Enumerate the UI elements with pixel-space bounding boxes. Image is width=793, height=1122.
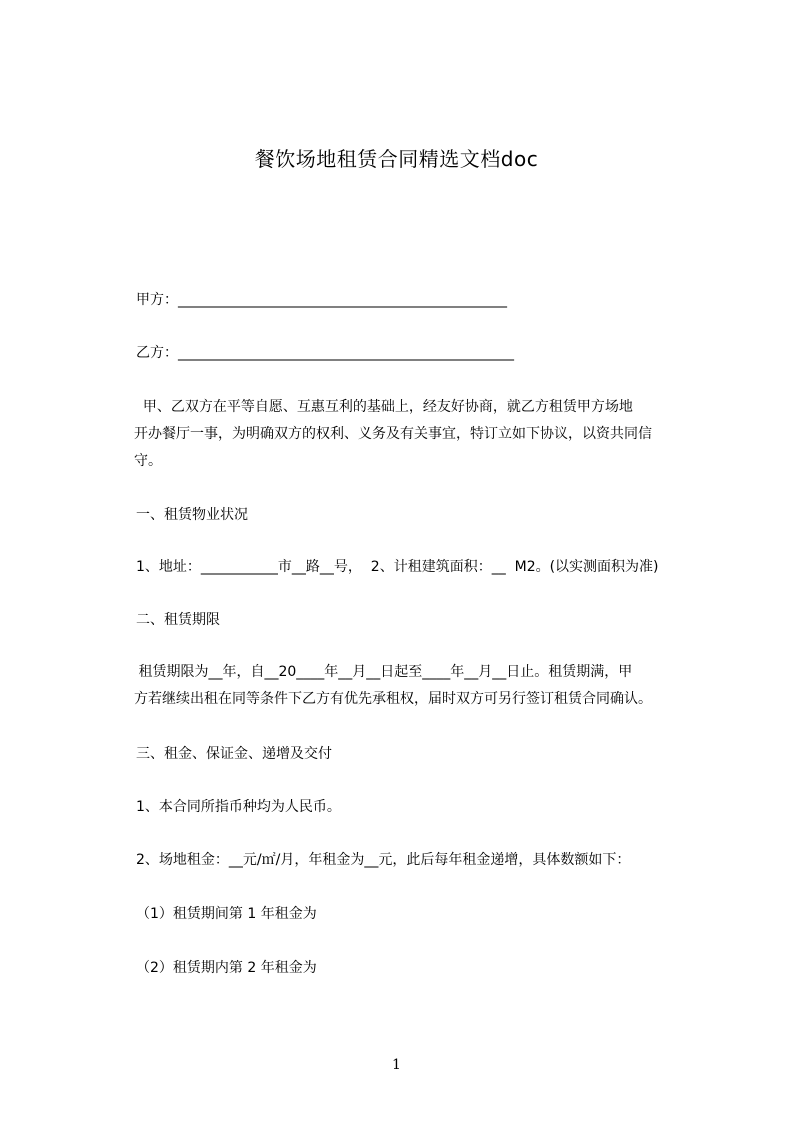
- rent-year-2: （2）租赁期内第 2 年租金为: [136, 960, 317, 976]
- section-1-address-area: 1、地址：___________市__路__号， 2、计租建筑面积：__ M2。(以实测面积为准): [136, 559, 659, 575]
- currency-clause: 1、本合同所指币种均为人民币。: [136, 799, 341, 815]
- lease-term-line-2: 方若继续出租在同等条件下乙方有优先承租权，届时双方可另行签订租赁合同确认。: [134, 691, 652, 707]
- rent-clause: 2、场地租金：__元/㎡/月，年租金为__元，此后每年租金递增，具体数额如下：: [136, 852, 631, 868]
- intro-paragraph: [134, 394, 714, 475]
- intro-line-2: 开办餐厅一事，为明确双方的权利、义务及有关事宜，特订立如下协议，以资共同信: [134, 426, 652, 442]
- section-1-heading: 一、租赁物业状况: [136, 507, 248, 523]
- document-title: 餐饮场地租赁合同精选文档doc: [254, 147, 539, 171]
- intro-line-1: 甲、乙双方在平等自愿、互惠互利的基础上，经友好协商，就乙方租赁甲方场地: [134, 399, 633, 415]
- intro-line-3: 守。: [134, 453, 162, 469]
- section-3-heading: 三、租金、保证金、递增及交付: [136, 746, 332, 762]
- party-a-line: 甲方：_______________________________________________: [136, 292, 507, 308]
- party-b-line: 乙方：________________________________________________: [136, 345, 514, 361]
- page-number: 1: [392, 1057, 401, 1073]
- section-2-heading: 二、租赁期限: [136, 612, 220, 628]
- rent-year-1: （1）租赁期间第 1 年租金为: [136, 906, 317, 922]
- lease-term-line-1: 租赁期限为__年，自__20____年__月__日起至____年__月__日止。租赁期满，甲: [134, 664, 633, 680]
- lease-term-paragraph: [134, 659, 714, 713]
